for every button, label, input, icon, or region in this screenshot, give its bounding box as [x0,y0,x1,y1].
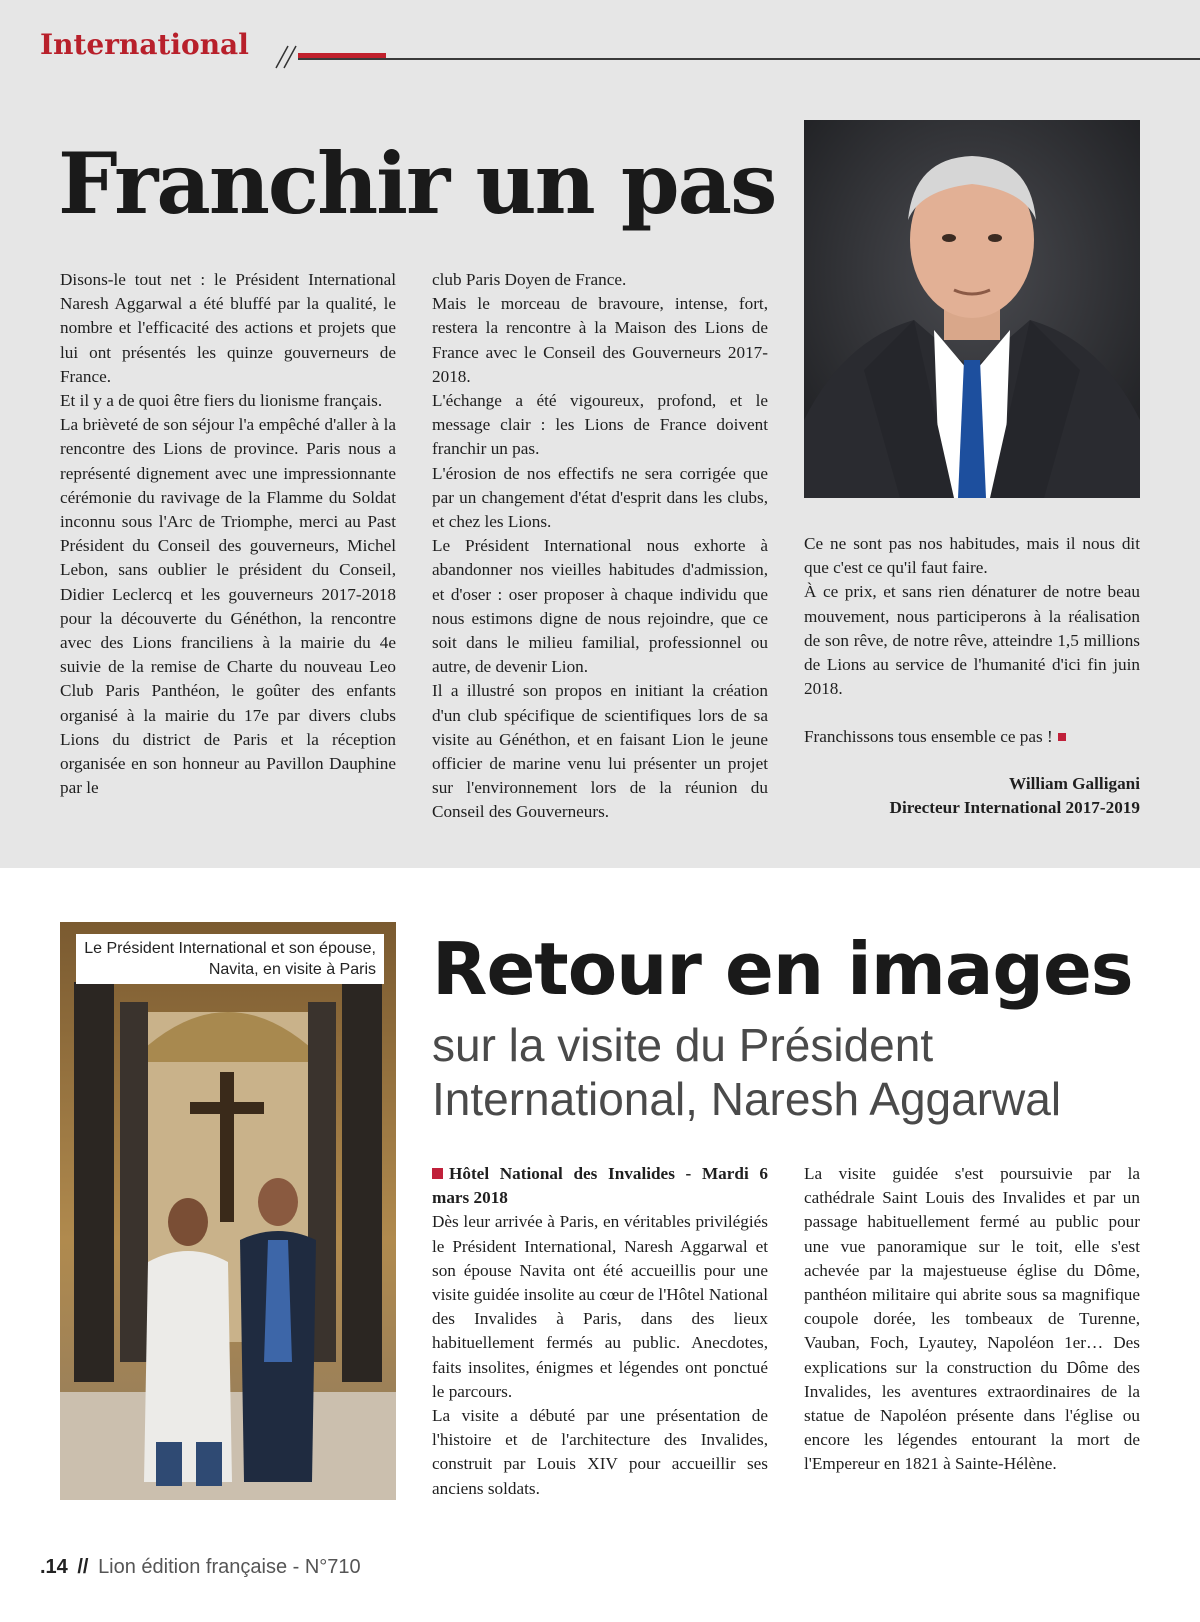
section-rule-line [298,58,1200,60]
paragraph: La visite guidée s'est poursuivie par la cathédrale Saint Louis des Invalides et par un passage habituellement fermé au public pour une vue panoramique sur le toit, elle s'est achevée par la majestueuse église du Dôme, panthéon militaire qui abrite sous sa magnifique coupole dorée, les tombeaux de Turenne, Vauban, Foch, Lyautey, Napoléon 1er… Des explications sur la construction du Dôme des Invalides, les aventures extraordinaires de la statue de Napoléon présente dans l'église ou encore les légendes entourant la mort de l'Empereur en 1821 à Sainte-Hélène. [804,1164,1140,1474]
end-mark-icon [1058,733,1066,741]
publication-name: Lion édition française - N°710 [98,1556,361,1578]
article-column-1 [60,268,396,800]
article-column-4 [432,1162,768,1501]
paragraph: Dès leur arrivée à Paris, en véritables privilégiés le Président International, Naresh Aggarwal et son épouse Navita ont été accueillis pour une visite guidée insolite au cœur de l'Hôtel National des Invalides à Paris, dans des lieux habituellement fermés au public. Anecdotes, faits insolites, énigmes et légendes ont ponctué le parcours. [432,1212,768,1401]
author-name: William Galligani [1009,773,1140,793]
section-heading-text: Hôtel National des Invalides - Mardi 6 mars 2018 [432,1164,768,1208]
paragraph: Disons-le tout net : le Président International Naresh Aggarwal a été bluffé par la qualité, le nombre et l'efficacité des actions et projets que lui ont présentés les quinze gouverneurs de France. [60,270,396,386]
bullet-square-icon [432,1168,443,1179]
section-label: International [40,28,249,61]
page-number: .14 [40,1556,68,1578]
paragraph: Et il y a de quoi être fiers du lionisme français. [60,391,383,411]
article-title-2: Retour en images [432,927,1133,1011]
paragraph: Ce ne sont pas nos habitudes, mais il nous dit que c'est ce qu'il faut faire. [804,534,1140,578]
paragraph: Il a illustré son propos en initiant la création d'un club spécifique de scientifiques lors de sa visite au Généthon, et en faisant Lion le jeune officier de marine venu lui présenter un projet sur l'environnement lors de la réunion du Conseil des Gouverneurs. [432,681,768,822]
article-column-3 [804,532,1140,820]
paragraph: À ce prix, et sans rien dénaturer de notre beau mouvement, nous participerons à la réalisation de son rêve, de notre rêve, atteindre 1,5 millions de Lions au service de l'humanité d'ici fin juin 2018. [804,582,1140,699]
paragraph: La visite a débuté par une présentation de l'histoire et de l'architecture des Invalides, construit par Louis XIV pour accueillir ses anciens soldats. [432,1406,768,1498]
subtitle-line-1: sur la visite du Président [432,1019,934,1071]
paragraph: La brièveté de son séjour l'a empêché d'aller à la rencontre des Lions de province. Paris nous a représenté dignement avec une impressionnante cérémonie du ravivage de la Flamme du Soldat inconnu sous l'Arc de Triomphe, merci au Past Président du Conseil des gouverneurs, Michel Lebon, sans oublier le président du Conseil, Didier Leclercq et les gouverneurs 2017-2018 pour la découverte du Généthon, la rencontre avec des Lions franciliens à la mairie du 4e suivie de la remise de Charte du nouveau Leo Club Paris Panthéon, le goûter des enfants organisé à la mairie du 17e par divers clubs Lions du district de Paris et la réception organisée en son honneur au Pavillon Dauphine par le [60,415,396,798]
invalides-photo [60,922,396,1500]
subtitle-line-2: International, Naresh Aggarwal [432,1073,1062,1125]
author-role: Directeur International 2017-2019 [889,797,1140,817]
article-title: Franchir un pas [58,134,776,233]
paragraph: club Paris Doyen de France. [432,270,627,289]
photo-caption-line-2: Navita, en visite à Paris [208,961,376,978]
closing-text: Franchissons tous ensemble ce pas ! [804,727,1053,747]
page-footer [40,1556,361,1579]
closing-line [804,725,1140,749]
article-column-2 [432,268,768,825]
director-portrait [804,120,1140,498]
article-subtitle [432,1018,1152,1126]
footer-separator: // [77,1556,89,1578]
paragraph: Mais le morceau de bravoure, intense, fort, restera la rencontre à la Maison des Lions de France avec le Conseil des Gouverneurs 2017-2018. [432,294,768,386]
article-column-5 [804,1162,1140,1477]
photo-caption-line-1: Le Président International et son épouse, [84,940,376,957]
paragraph: L'échange a été vigoureux, profond, et le message clair : les Lions de France doivent franchir un pas. [432,391,768,459]
photo-caption [76,934,384,984]
paragraph: Le Président International nous exhorte à abandonner nos vieilles habitudes d'admission, et d'oser : oser proposer à chaque individu que nous estimons digne de nous rejoindre, que ce soit dans le milieu familial, professionnel ou autre, de devenir Lion. [432,536,768,677]
paragraph: L'érosion de nos effectifs ne sera corrigée que par un changement d'état d'esprit dans les clubs, et chez les Lions. [432,463,768,532]
section-heading [432,1162,768,1210]
